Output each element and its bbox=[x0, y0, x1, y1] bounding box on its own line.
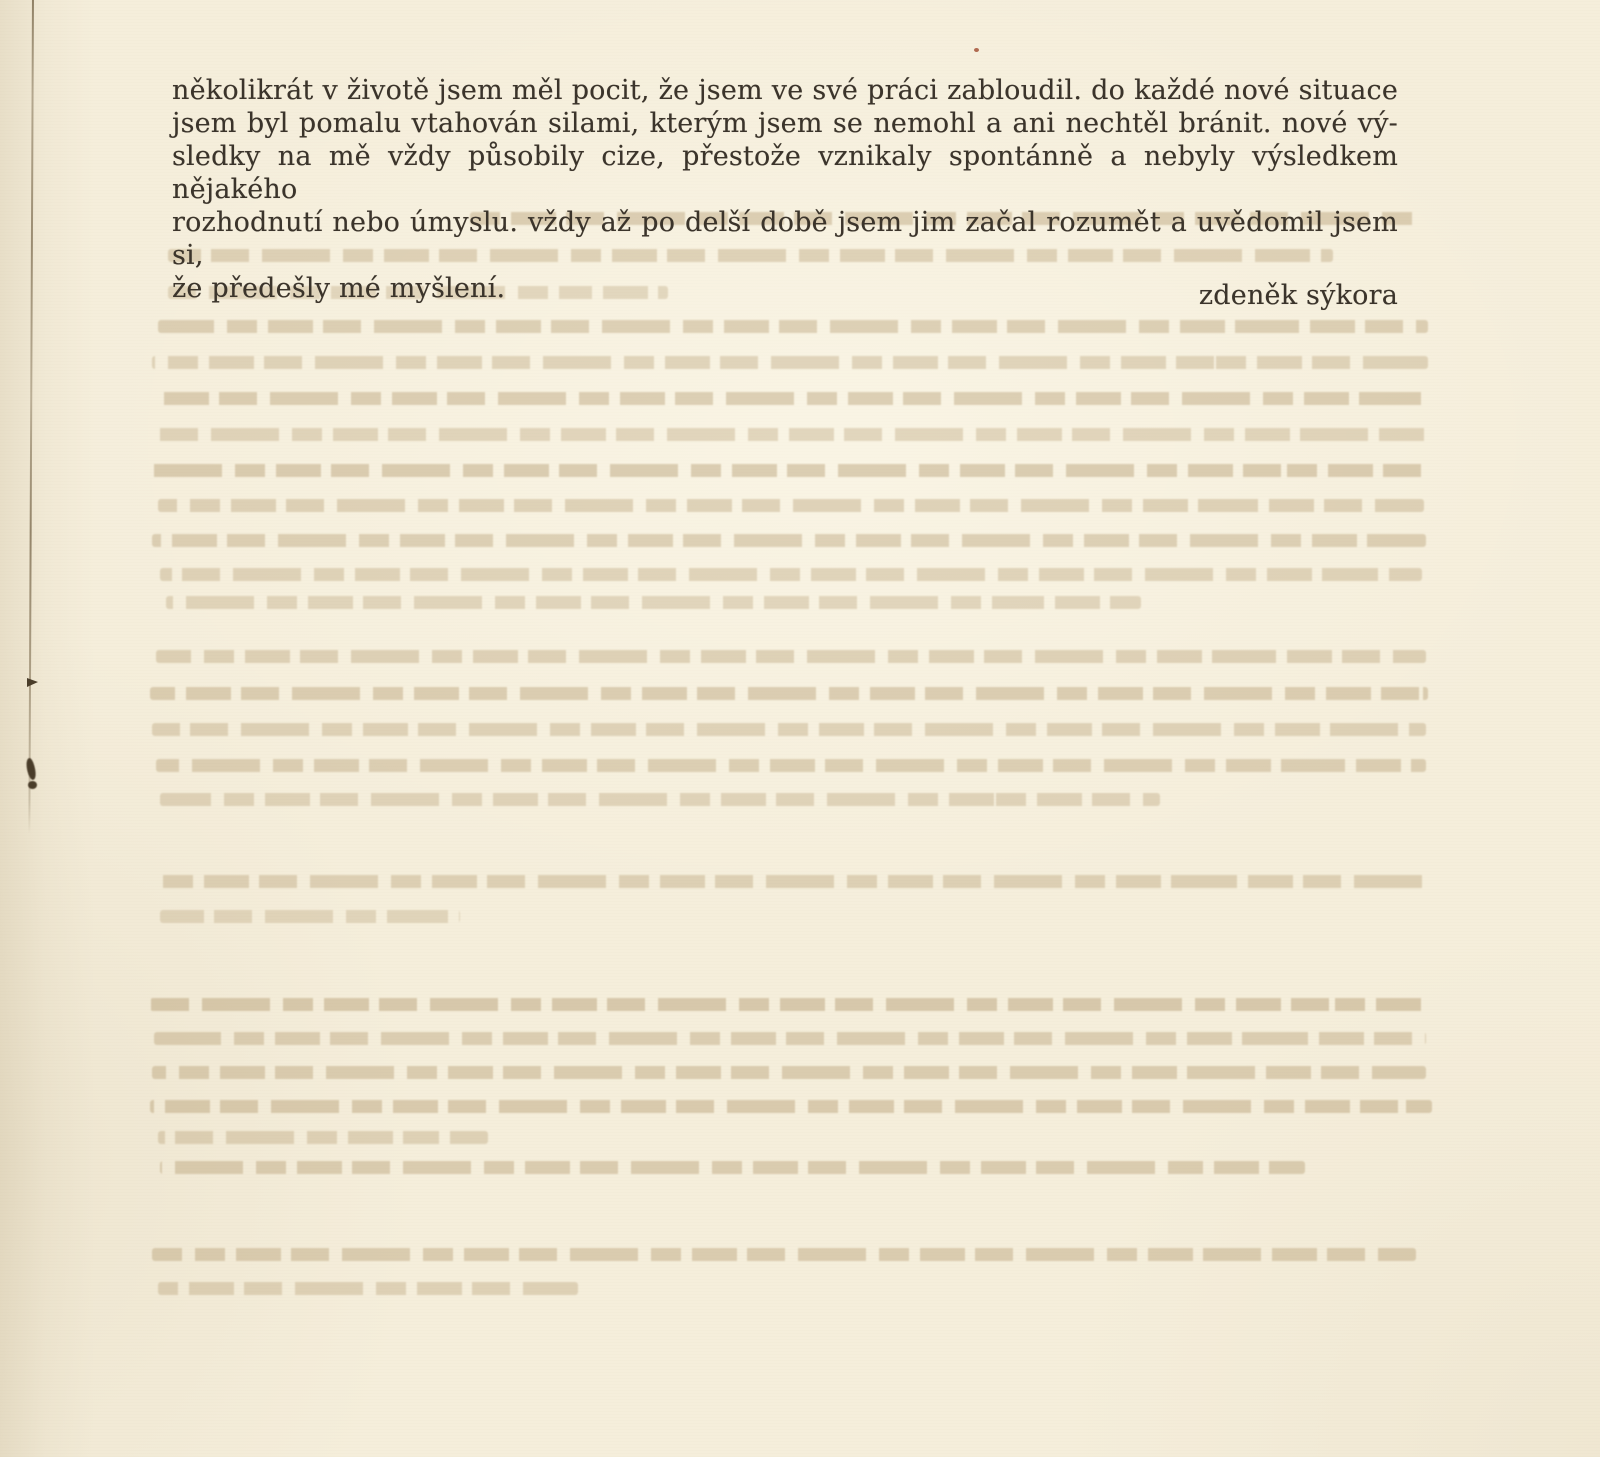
bleed-through-line bbox=[160, 392, 1428, 405]
bleed-through-line bbox=[152, 1066, 1426, 1079]
bleed-through-line bbox=[158, 320, 1428, 333]
bleed-through-line bbox=[158, 1282, 578, 1295]
paragraph-line: rozhodnutí nebo úmyslu. vždy až po delší době jsem jim začal rozumět a uvědomil jsem si, bbox=[172, 207, 1398, 271]
bleed-through-line bbox=[152, 875, 1424, 888]
bleed-through-line bbox=[160, 1161, 1305, 1174]
bleed-through-line bbox=[160, 910, 460, 923]
bleed-through-line bbox=[150, 464, 1430, 477]
paragraph-line: sledky na mě vždy působily cize, přestože vznikaly spontánně a nebyly výsledkem nějakého bbox=[172, 141, 1398, 205]
paragraph-line: několikrát v životě jsem měl pocit, že jsem ve své práci zabloudil. do každé nové situace bbox=[172, 75, 1398, 106]
ink-speck bbox=[28, 781, 37, 789]
ink-speck bbox=[27, 678, 38, 687]
author-signature: zdeněk sýkora bbox=[1198, 280, 1398, 311]
bleed-through-line bbox=[152, 356, 1428, 369]
bleed-through-line bbox=[150, 1100, 1432, 1113]
paragraph-line: že předešly mé myšlení. bbox=[172, 273, 506, 304]
bleed-through-line bbox=[150, 687, 1428, 700]
bleed-through-line bbox=[156, 650, 1426, 663]
bleed-through-line bbox=[166, 596, 1141, 609]
paragraph-line: jsem byl pomalu vtahován silami, kterým jsem se nemohl a ani nechtěl bránit. nové vý- bbox=[172, 108, 1398, 139]
bleed-through-line bbox=[158, 499, 1424, 512]
bleed-through-line bbox=[150, 998, 1430, 1011]
bleed-through-line bbox=[160, 793, 1160, 806]
bleed-through-line bbox=[156, 759, 1426, 772]
bleed-through-line bbox=[152, 1248, 1416, 1261]
bleed-through-line bbox=[154, 428, 1428, 441]
bleed-through-line bbox=[152, 534, 1426, 547]
bleed-through-line bbox=[160, 568, 1422, 581]
printed-paragraph bbox=[172, 74, 1398, 312]
red-speck bbox=[974, 48, 979, 52]
bleed-through-line bbox=[158, 1131, 488, 1144]
bleed-through-line bbox=[154, 1032, 1426, 1045]
paragraph-last-line bbox=[172, 272, 1398, 312]
bleed-through-line bbox=[152, 723, 1426, 736]
